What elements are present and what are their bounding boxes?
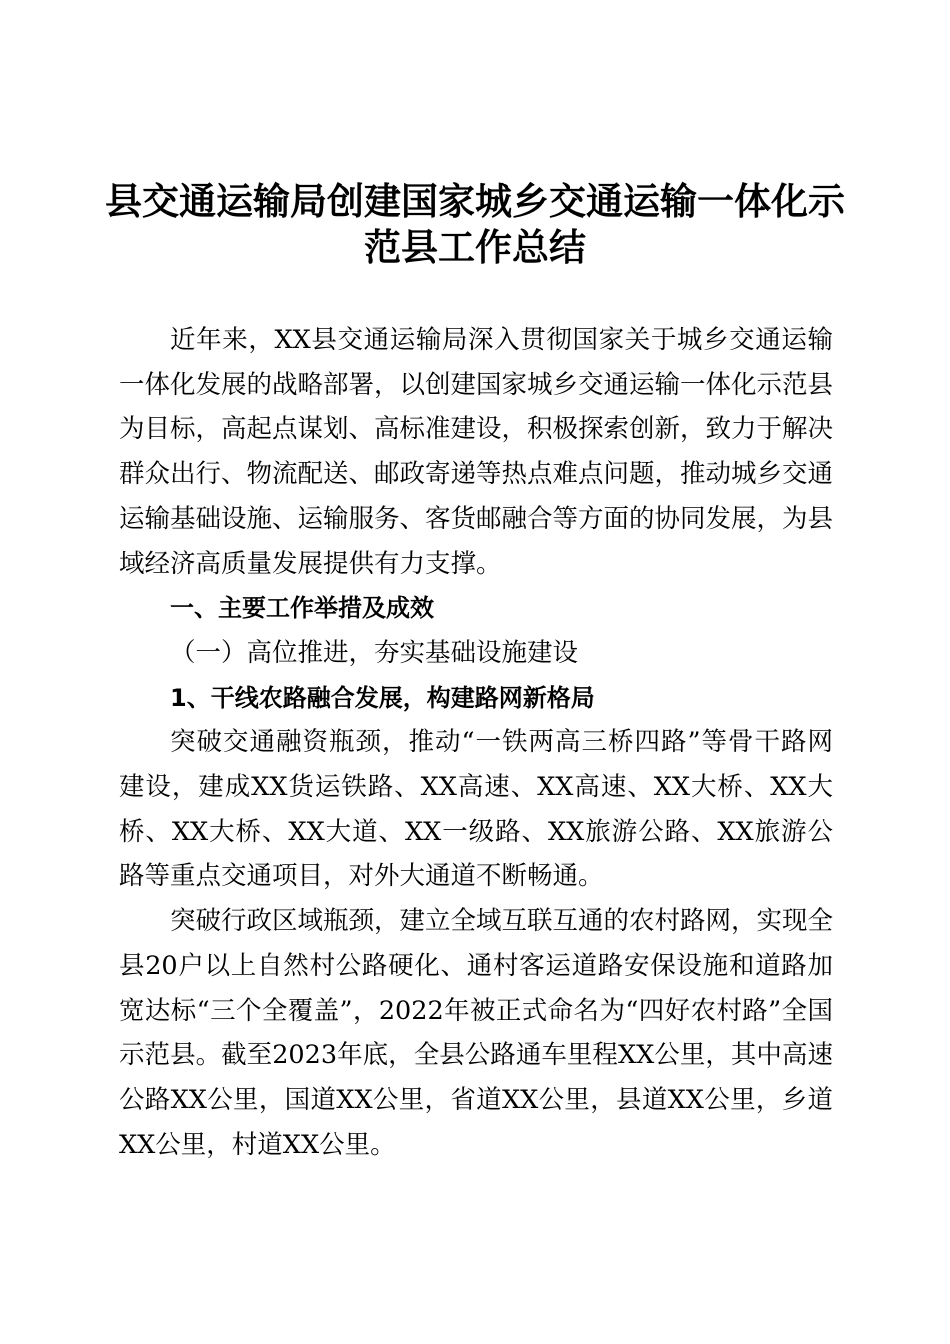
body-paragraph: 突破行政区域瓶颈，建立全域互联互通的农村路网，实现全县20户以上自然村公路硬化、通村客运道路安保设施和道路加宽达标“三个全覆盖”，2022年被正式命名为“四好农村路”全国示范县。截至2023年底，全县公路通车里程XX公里，其中高速公路XX公里，国道XX公里，省道XX公里，县道XX公里，乡道XX公里，村道XX公里。 [119, 906, 834, 1160]
item-heading: 1、干线农路融合发展，构建路网新格局 [170, 683, 595, 712]
document-title: 县交通运输局创建国家城乡交通运输一体化示范县工作总结 [105, 179, 845, 269]
document-body [119, 318, 833, 1167]
intro-paragraph: 近年来，XX县交通运输局深入贯彻国家关于城乡交通运输一体化发展的战略部署，以创建国家城乡交通运输一体化示范县为目标，高起点谋划、高标准建设，积极探索创新，致力于解决群众出行、物流配送、邮政寄递等热点难点问题，推动城乡交通运输基础设施、运输服务、客货邮融合等方面的协同发展，为县域经济高质量发展提供有力支撑。 [119, 325, 834, 579]
section-heading: 一、主要工作举措及成效 [170, 594, 434, 623]
body-paragraph: 突破交通融资瓶颈，推动“一铁两高三桥四路”等骨干路网建设，建成XX货运铁路、XX高速、XX高速、XX大桥、XX大桥、XX大桥、XX大道、XX一级路、XX旅游公路、XX旅游公路等重点交通项目，对外大通道不断畅通。 [119, 727, 833, 892]
subsection-heading: （一）高位推进，夯实基础设施建设 [170, 637, 579, 668]
